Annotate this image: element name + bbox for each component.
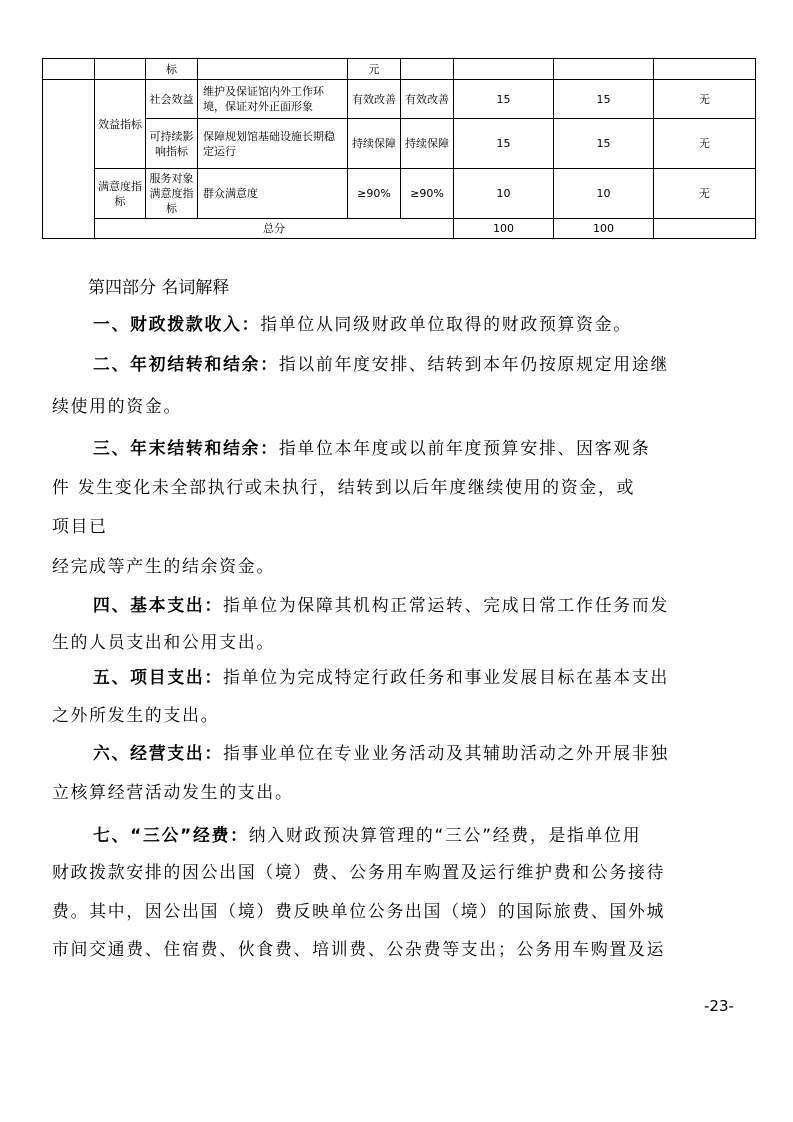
paragraph-line: 市间交通费、住宿费、伙食费、培训费、公杂费等支出；公务用车购置及运 xyxy=(52,939,666,959)
table-cell: 维护及保证馆内外工作环境，保证对外正面形象 xyxy=(198,80,348,119)
paragraph-line: 一、财政拨款收入：指单位从同级财政单位取得的财政预算资金。 xyxy=(93,314,632,334)
benefit-indicator-cell: 效益指标 xyxy=(95,80,146,169)
table-cell: 服务对象满意度指标 xyxy=(146,169,198,219)
paragraph-line: 六、经营支出：指事业单位在专业业务活动及其辅助活动之外开展非独 xyxy=(93,743,670,763)
paragraph-line: 之外所发生的支出。 xyxy=(52,705,220,725)
paragraph-line: 财政拨款安排的因公出国（境）费、公务用车购置及运行维护费和公务接待 xyxy=(52,862,666,882)
table-row xyxy=(43,59,756,80)
total-score: 100 xyxy=(554,219,654,239)
table-cell: 15 xyxy=(554,119,654,169)
paragraph-line: 件 发生变化未全部执行或未执行，结转到以后年度继续使用的资金，或 xyxy=(52,477,636,497)
table-cell: 无 xyxy=(654,119,756,169)
table-cell: ≥90% xyxy=(348,169,401,219)
table-cell: 可持续影响指标 xyxy=(146,119,198,169)
table-cell: 无 xyxy=(654,169,756,219)
section-title: 第四部分 名词解释 xyxy=(88,278,230,298)
term: 六、经营支出： xyxy=(93,743,224,763)
table-cell: 15 xyxy=(554,80,654,119)
table-cell: 持续保障 xyxy=(401,119,454,169)
table-row xyxy=(43,119,756,169)
term: 二、年初结转和结余： xyxy=(93,354,279,374)
table-cell: 无 xyxy=(654,80,756,119)
paragraph-line: 四、基本支出：指单位为保障其机构正常运转、完成日常工作任务而发 xyxy=(93,595,670,615)
term: 一、财政拨款收入： xyxy=(93,314,261,334)
table-cell: 满意度指标 xyxy=(95,169,146,219)
paragraph-line: 立核算经营活动发生的支出。 xyxy=(52,782,294,802)
paragraph-line: 二、年初结转和结余：指以前年度安排、结转到本年仍按原规定用途继 xyxy=(93,354,670,374)
table-cell xyxy=(43,80,95,239)
paragraph-line: 经完成等产生的结余资金。 xyxy=(52,556,275,576)
table-cell: 有效改善 xyxy=(348,80,401,119)
table-cell: 保障规划馆基础设施长期稳定运行 xyxy=(198,119,348,169)
table-cell: 10 xyxy=(454,169,554,219)
term: 七、“三公”经费： xyxy=(93,825,249,845)
table-cell: 10 xyxy=(554,169,654,219)
table-row xyxy=(43,169,756,219)
paragraph-line: 续使用的资金。 xyxy=(52,396,183,416)
table-cell: 群众满意度 xyxy=(198,169,348,219)
table-cell: 15 xyxy=(454,119,554,169)
paragraph-line: 五、项目支出：指单位为完成特定行政任务和事业发展目标在基本支出 xyxy=(93,667,670,687)
table-cell: 15 xyxy=(454,80,554,119)
term: 四、基本支出： xyxy=(93,595,224,615)
performance-indicator-table xyxy=(42,58,756,239)
table-cell: ≥90% xyxy=(401,169,454,219)
term: 五、项目支出： xyxy=(93,667,224,687)
paragraph-line: 生的人员支出和公用支出。 xyxy=(52,632,275,652)
table-row xyxy=(43,80,756,119)
paragraph-line: 费。其中，因公出国（境）费反映单位公务出国（境）的国际旅费、国外城 xyxy=(52,901,666,921)
table-cell: 有效改善 xyxy=(401,80,454,119)
term: 三、年末结转和结余： xyxy=(93,438,279,458)
table-row-total xyxy=(43,219,756,239)
paragraph-line: 七、“三公”经费：纳入财政预决算管理的“三公”经费，是指单位用 xyxy=(93,825,642,845)
table-cell: 持续保障 xyxy=(348,119,401,169)
total-weight: 100 xyxy=(454,219,554,239)
table-cell: 标 xyxy=(146,59,198,80)
total-label: 总分 xyxy=(95,219,454,239)
paragraph-line: 项目已 xyxy=(52,516,108,536)
paragraph-line: 三、年末结转和结余：指单位本年度或以前年度预算安排、因客观条 xyxy=(93,438,651,458)
table-cell: 元 xyxy=(348,59,401,80)
page-number: -23- xyxy=(704,997,734,1015)
table-cell: 社会效益 xyxy=(146,80,198,119)
